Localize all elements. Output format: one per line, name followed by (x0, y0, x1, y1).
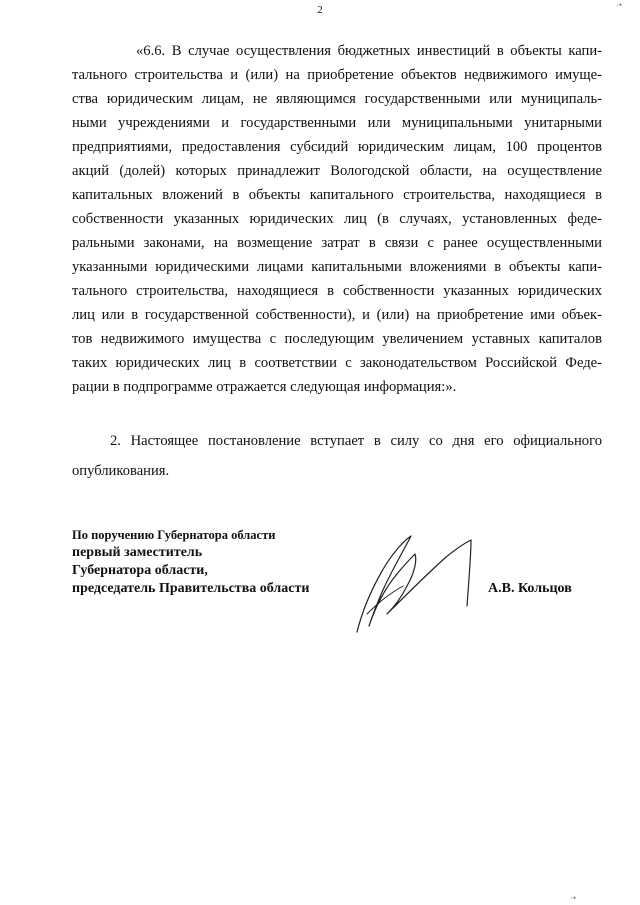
text-line: указанными юридическими лицами капитальными вложениями в объекты капи- (72, 259, 602, 275)
text-line: тального строительства, находящиеся в собственности указанных юридических (72, 283, 602, 299)
text-line: тов недвижимого имущества с последующим увеличением уставных капиталов (72, 331, 602, 347)
text-line: 2. Настоящее постановление вступает в силу со дня его официального (110, 433, 602, 449)
text-line: капитальных вложений в объекты капитального строительства, находящиеся в (72, 187, 602, 203)
text-line: «6.6. В случае осуществления бюджетных инвестиций в объекты капи- (136, 43, 602, 59)
text-line: таких юридических лиц в соответствии с законодательством Российской Феде- (72, 355, 602, 371)
text-line: рации в подпрограмме отражается следующая информация:». (72, 379, 457, 395)
text-line: ства юридическим лицам, не являющимся государственными или муниципаль- (72, 91, 602, 107)
text-line: тального строительства и (или) на приобретение объектов недвижимого имуще- (72, 67, 602, 83)
page-number: 2 (317, 4, 323, 16)
handwritten-signature (345, 528, 505, 638)
text-line: акций (долей) которых принадлежит Вологодской области, на осуществление (72, 163, 602, 179)
scan-artifact: ·• (615, 0, 622, 10)
text-line: лиц или в государственной собственности), и (или) на приобретение ими объек- (72, 307, 602, 323)
signature-line-3: Губернатора области, (72, 563, 208, 578)
text-line: собственности указанных юридических лиц (в случаях, установленных феде- (72, 211, 602, 227)
signature-line-1: По поручению Губернатора области (72, 528, 276, 542)
signature-line-4: председатель Правительства области (72, 581, 310, 596)
scan-artifact: ·• (569, 893, 576, 903)
text-line: опубликования. (72, 463, 170, 479)
signature-line-2: первый заместитель (72, 545, 203, 560)
text-line: ральными законами, на возмещение затрат в связи с ранее осуществленными (72, 235, 602, 251)
signatory-name: А.В. Кольцов (488, 581, 572, 596)
signature-block (72, 526, 309, 598)
text-line: ными учреждениями и государственными или муниципальными унитарными (72, 115, 602, 131)
text-line: предприятиями, предоставления субсидий юридическим лицам, 100 процентов (72, 139, 602, 155)
